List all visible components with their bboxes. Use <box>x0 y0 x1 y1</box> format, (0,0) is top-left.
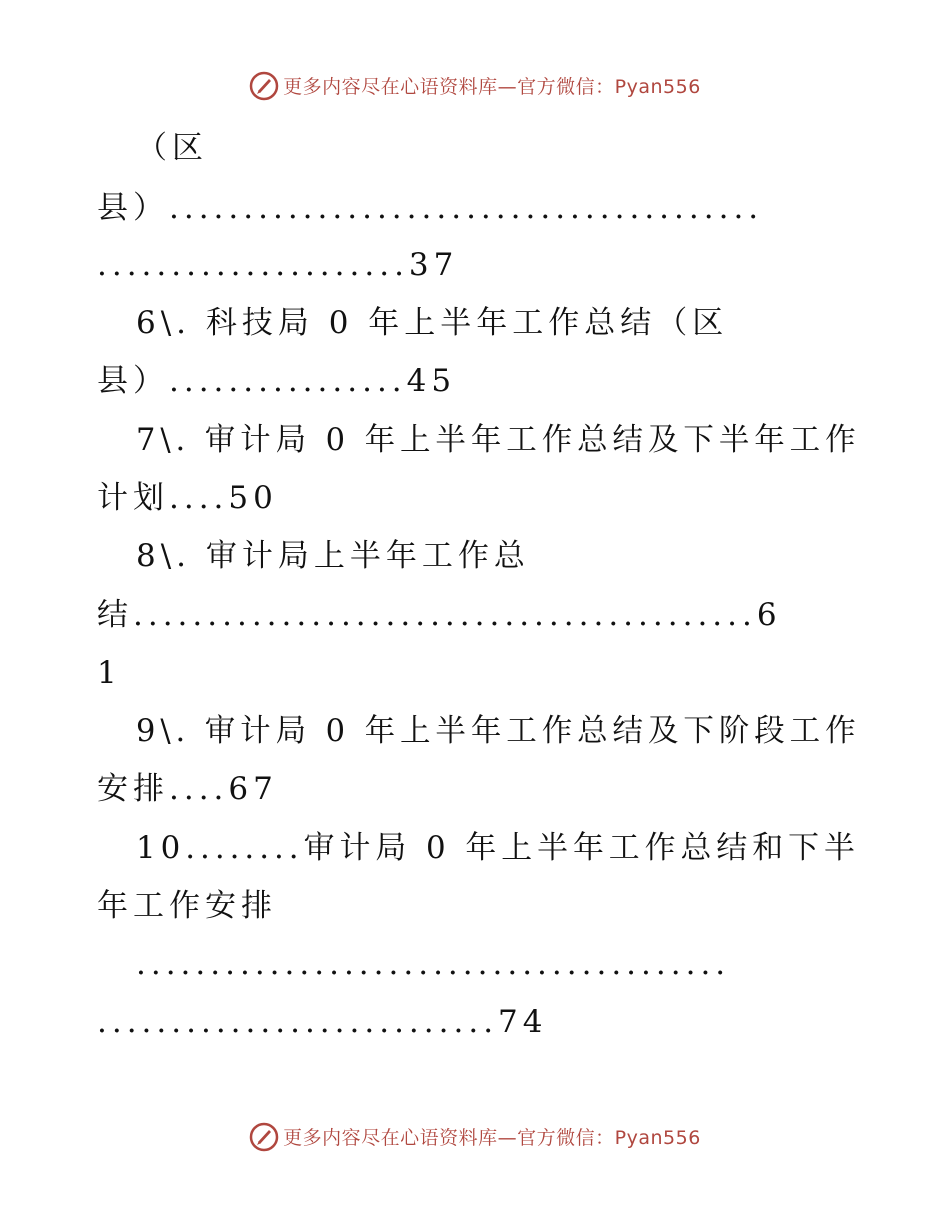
toc-line: 结..........................................6 <box>97 597 782 633</box>
toc-line: .....................37 <box>97 247 459 283</box>
watermark-header <box>0 72 950 103</box>
toc-line: 9\. 审计局 0 年上半年工作总结及下阶段工作 <box>136 713 861 749</box>
toc-line: 安排....67 <box>97 771 278 807</box>
toc-line: 计划....50 <box>97 480 278 516</box>
toc-line: 年工作安排 <box>97 888 277 924</box>
watermark-text: 更多内容尽在心语资料库—官方微信：Pyan556 <box>283 76 701 98</box>
toc-line: ...........................74 <box>97 1004 548 1040</box>
toc-line: 1 <box>97 655 122 691</box>
logo-icon <box>249 1122 279 1152</box>
toc-line: 县）................45 <box>97 363 457 399</box>
toc-line: 8\. 审计局上半年工作总 <box>136 538 530 574</box>
toc-line: 7\. 审计局 0 年上半年工作总结及下半年工作 <box>136 422 861 458</box>
watermark-text: 更多内容尽在心语资料库—官方微信：Pyan556 <box>283 1127 701 1149</box>
toc-line: （区 <box>136 130 208 166</box>
toc-line: ........................................ <box>136 946 731 982</box>
watermark-footer <box>0 1123 950 1154</box>
logo-icon <box>249 71 279 101</box>
toc-line: 10........审计局 0 年上半年工作总结和下半 <box>136 830 860 866</box>
toc-line: 县）........................................ <box>97 190 764 226</box>
toc-line: 6\. 科技局 0 年上半年工作总结（区 <box>136 305 729 341</box>
